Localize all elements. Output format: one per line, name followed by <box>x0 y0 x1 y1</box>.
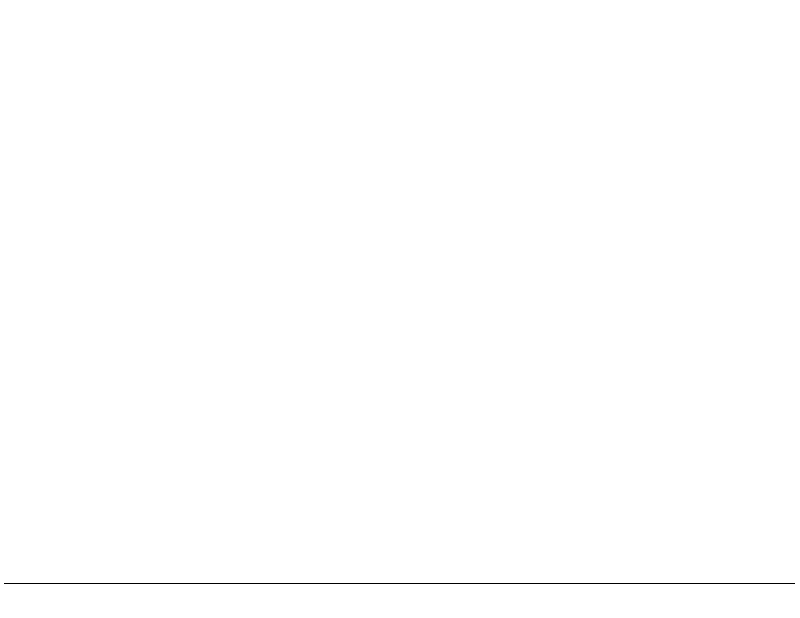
footer-divider <box>4 583 795 584</box>
